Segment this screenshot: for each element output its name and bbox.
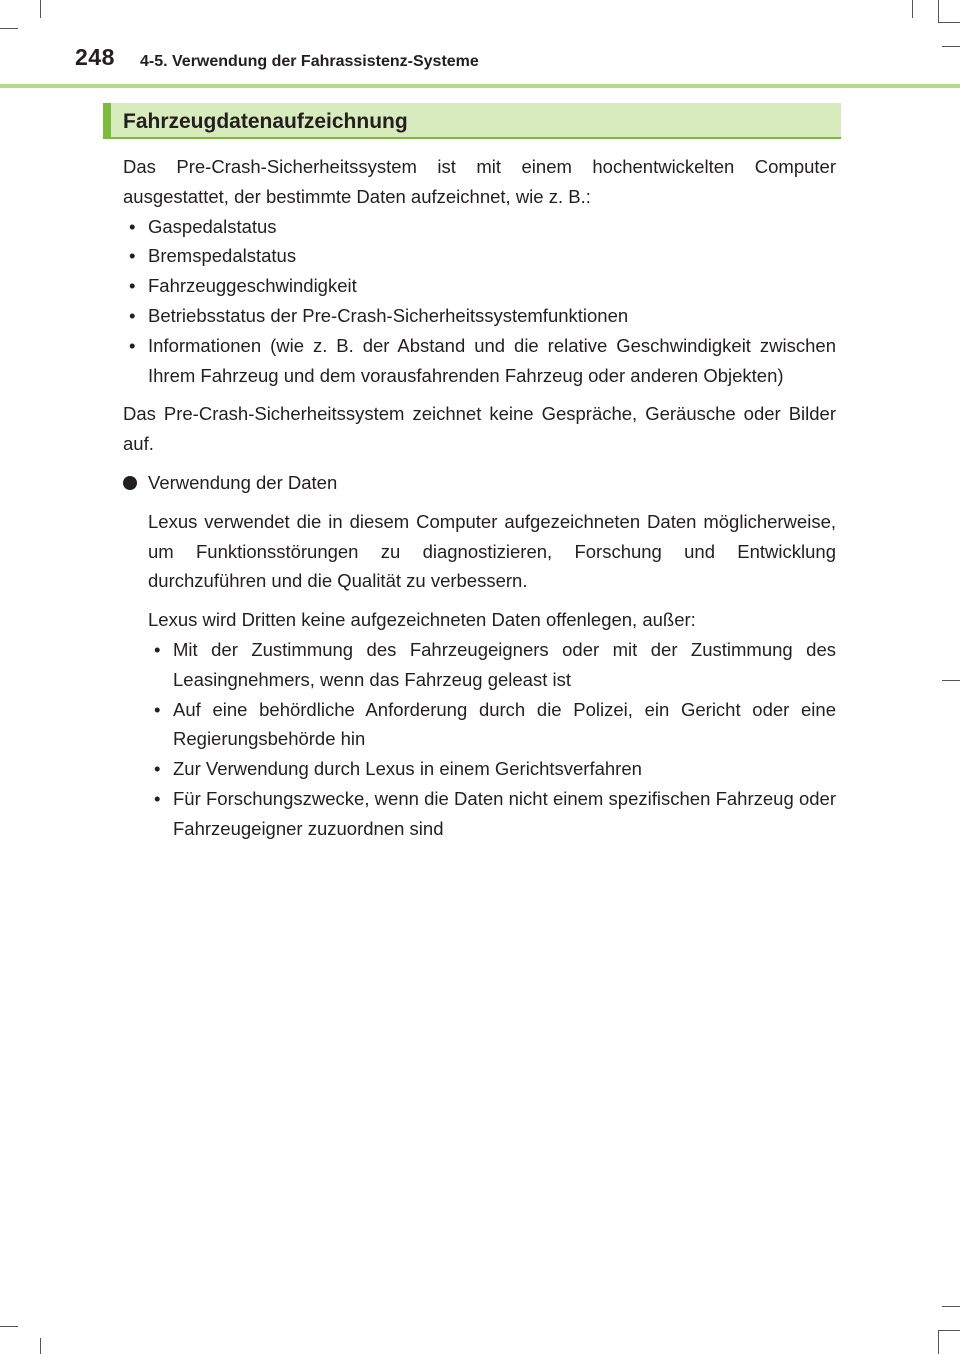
section-title: Fahrzeugdatenaufzeichnung xyxy=(123,110,408,133)
exceptions-list xyxy=(148,635,836,844)
data-use-heading: Verwendung der Daten xyxy=(148,471,338,493)
section-title-bar xyxy=(103,103,841,139)
list-item: • Gaspedalstatus xyxy=(123,212,836,242)
crop-mark xyxy=(40,1338,41,1354)
list-item: • Bremspedalstatus xyxy=(123,241,836,271)
list-item: • Betriebsstatus der Pre-Crash-Sicherheitssystemfunktionen xyxy=(123,301,836,331)
page-header xyxy=(0,0,960,90)
list-item: • Informationen (wie z. B. der Abstand und die relative Geschwindigkeit zwischen Ihrem Fahrzeug und dem vorausfahrenden Fahrzeug oder anderen Objekten) xyxy=(123,331,836,391)
data-use-section xyxy=(123,507,836,844)
crop-mark xyxy=(942,680,960,681)
list-item: • Fahrzeuggeschwindigkeit xyxy=(123,271,836,301)
bullet-dot-icon xyxy=(123,476,137,490)
data-use-heading-row xyxy=(123,468,836,498)
list-item: • Mit der Zustimmung des Fahrzeugeigners oder mit der Zustimmung des Leasingnehmers, wenn das Fahrzeug geleast ist xyxy=(148,635,836,695)
list-item: • Für Forschungszwecke, wenn die Daten nicht einem spezifischen Fahrzeug oder Fahrzeugeigner zuzuordnen sind xyxy=(148,784,836,844)
intro-paragraph: Das Pre-Crash-Sicherheitssystem ist mit einem hochentwickelten Computer ausgestattet, der bestimmte Daten aufzeichnet, wie z. B.: xyxy=(123,156,836,207)
recorded-data-list xyxy=(123,212,836,391)
crop-mark xyxy=(938,1330,939,1354)
page-number: 248 xyxy=(75,44,115,70)
main-content xyxy=(123,152,836,844)
crop-mark xyxy=(942,1306,960,1307)
crop-mark xyxy=(0,1326,18,1327)
list-item: • Zur Verwendung durch Lexus in einem Gerichtsverfahren xyxy=(148,754,836,784)
no-record-note: Das Pre-Crash-Sicherheitssystem zeichnet keine Gespräche, Geräusche oder Bilder auf. xyxy=(123,403,836,455)
list-item: • Auf eine behördliche Anforderung durch die Polizei, ein Gericht oder eine Regierungsbehörde hin xyxy=(148,695,836,755)
disclosure-paragraph: Lexus wird Dritten keine aufgezeichneten Daten offenlegen, außer: xyxy=(148,609,696,631)
header-divider xyxy=(0,84,960,88)
data-use-paragraph: Lexus verwendet die in diesem Computer aufgezeichneten Daten möglicherweise, um Funktionsstörungen zu diagnostizieren, Forschung und Entwicklung durchzuführen und die Qualität zu verbessern. xyxy=(148,510,836,592)
crop-mark xyxy=(938,1330,960,1331)
section-reference: 4-5. Verwendung der Fahrassistenz-Systeme xyxy=(140,53,479,70)
